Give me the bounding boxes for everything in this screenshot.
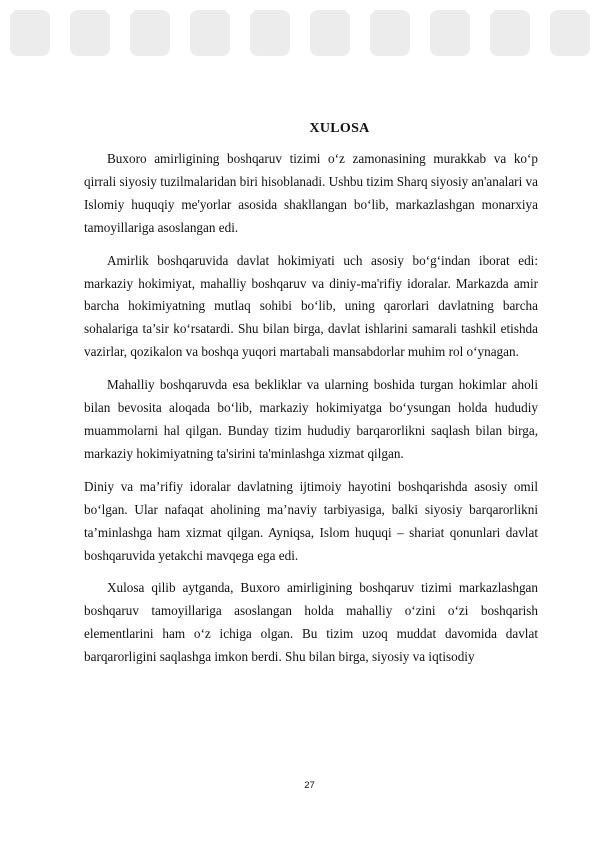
- document-title: XULOSA: [309, 121, 370, 136]
- paragraph-5: Xulosa qilib aytganda, Buxoro amirligining boshqaruv tizimi markazlashgan boshqaruv tamoyillariga asoslangan holda mahalliy o‘zini o‘zi boshqarish elementlarini ham o‘z ichiga olgan. Bu tizim uzoq muddat davomida davlat barqarorligini saqlashga imkon berdi. Shu bilan birga, siyosiy va iqtisodiy: [84, 580, 538, 665]
- page-number: 27: [304, 780, 315, 791]
- paragraph-4: Diniy va ma’rifiy idoralar davlatning ijtimoiy hayotini boshqarishda asosiy omil bo‘lgan. Ular nafaqat aholining ma’naviy tarbiyasiga, balki siyosiy barqarorlikni ta’minlashga ham xizmat qilgan. Ayniqsa, Islom huquqi – shariat qonunlari davlat boshqaruvida yetakchi mavqega ega edi.: [84, 478, 538, 563]
- watermark-pattern: [0, 0, 595, 70]
- document-body: [84, 148, 538, 679]
- paragraph-1: Buxoro amirligining boshqaruv tizimi o‘z zamonasining murakkab va ko‘p qirrali siyosiy tuzilmalaridan biri hisoblanadi. Ushbu tizim Sharq siyosiy an'analari va Islomiy huquqiy me'yorlar asosida shakllangan bo‘lib, markazlashgan monarxiya tamoyillariga asoslangan edi.: [84, 151, 538, 235]
- paragraph-2: Amirlik boshqaruvida davlat hokimiyati uch asosiy bo‘g‘indan iborat edi: markaziy hokimiyat, mahalliy boshqaruv va diniy-ma'rifiy idoralar. Markazda amir barcha hokimiyatning mutlaq sohibi bo‘lib, uning qarorlari davlatning barcha sohalariga ta’sir ko‘rsatardi. Shu bilan birga, davlat ishlarini samarali tashkil etishda vazirlar, qozikalon va boshqa yuqori martabali mansabdorlar muhim rol o‘ynagan.: [84, 252, 538, 360]
- paragraph-3: Mahalliy boshqaruvda esa bekliklar va ularning boshida turgan hokimlar aholi bilan bevosita aloqada bo‘lib, markaziy hokimiyatga bo‘ysungan holda hududiy muammolarni hal qilgan. Bunday tizim hududiy barqarorlikni saqlash bilan birga, markaziy hokimiyatning ta'sirini ta'minlashga xizmat qilgan.: [84, 377, 538, 461]
